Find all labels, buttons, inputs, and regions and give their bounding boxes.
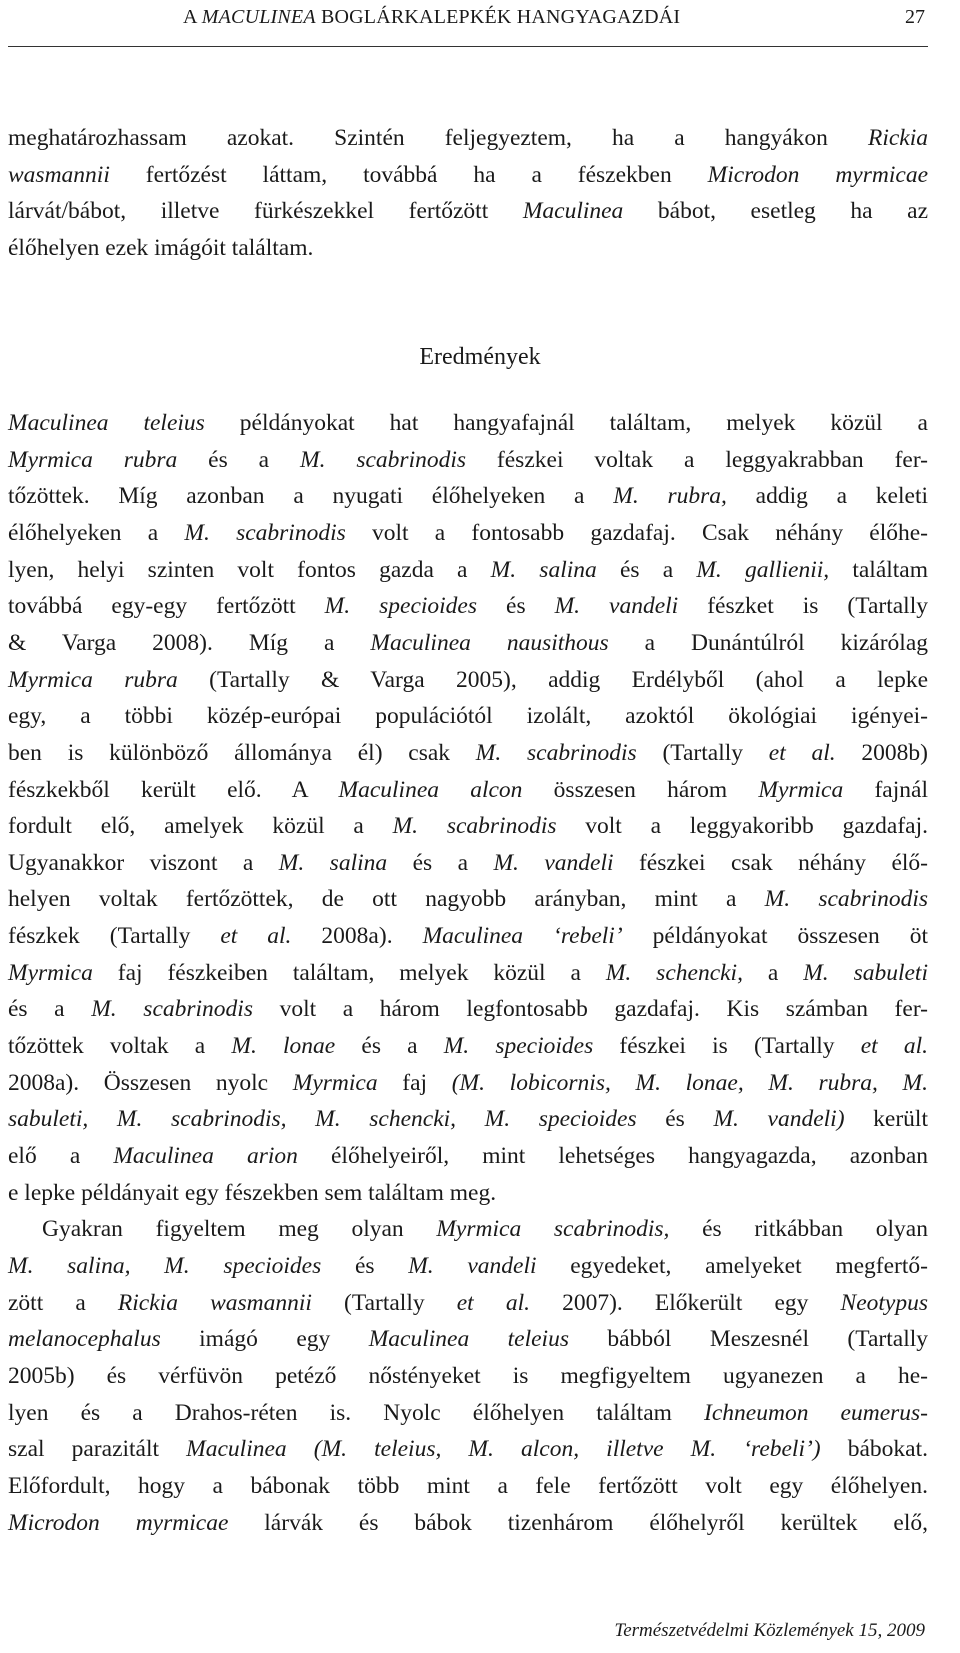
text-line [8, 194, 928, 228]
text-span: fészket is (Tartally [678, 593, 928, 620]
italic-text: Maculinea (M. teleius, M. alcon, illetve M. ‘rebeli’) [186, 1436, 821, 1463]
italic-text: et al. [860, 1033, 928, 1060]
text-line [8, 1102, 928, 1136]
text-span: példányokat összesen öt [622, 923, 928, 950]
text-span: összesen három [522, 776, 759, 803]
text-span: (Tartally [636, 739, 769, 766]
text-span: került [844, 1106, 928, 1133]
text-line [8, 1359, 928, 1393]
text-span: fészkek (Tartally [8, 923, 221, 950]
italic-text: sabuleti, M. scabrinodis, M. schencki, M. specioides [8, 1106, 637, 1133]
text-span: elő a [8, 1143, 114, 1169]
italic-text: M. scabrinodis [764, 886, 929, 913]
italic-text: M. vandeli [554, 593, 679, 620]
italic-text: M. scabrinodis [184, 519, 346, 546]
text-span: volt a fontosabb gazdafaj. Csak néhány élőhe- [345, 519, 929, 546]
text-line [8, 699, 928, 733]
italic-text: M. sabuleti [803, 959, 928, 986]
text-span: fordult elő, amelyek közül a [8, 813, 393, 840]
text-span: a Dunántúlról kizárólag [608, 629, 929, 656]
italic-text: M. schencki, [605, 959, 743, 986]
text-span: és a [8, 996, 92, 1023]
italic-text: M. vandeli) [713, 1106, 845, 1133]
section-heading: Eredmények [419, 344, 541, 370]
text-span: bábokat. [820, 1436, 929, 1463]
text-span: e lepke példányait egy fészekben sem találtam meg. [8, 1179, 497, 1206]
italic-text: M. salina [278, 849, 388, 876]
text-line [8, 919, 928, 953]
text-span: Gyakran figyeltem meg olyan [42, 1216, 437, 1243]
italic-text: M. vandeli [493, 849, 614, 876]
text-line [8, 121, 928, 155]
text-span: meghatározhassam azokat. Szintén feljegyeztem, ha a hangyákon [8, 125, 868, 151]
text-line [8, 1286, 928, 1320]
text-span: 2007). Előkerült egy [529, 1289, 841, 1316]
text-span: élőhelyeiről, mint lehetséges hangyagazda, azonban [297, 1143, 929, 1169]
text-line [8, 231, 928, 265]
text-line [8, 1029, 928, 1063]
italic-text: Maculinea teleius [8, 410, 205, 436]
text-span: fészkei voltak a leggyakrabban fer- [466, 446, 929, 473]
italic-text: M. salina, M. specioides [8, 1252, 322, 1279]
text-line [8, 1322, 928, 1356]
italic-text: Microdon myrmicae [8, 1509, 229, 1536]
text-span: 2008a). Összesen nyolc [8, 1069, 293, 1096]
text-span: és [636, 1106, 714, 1133]
italic-text: Myrmica [8, 959, 93, 986]
text-span: és a [177, 446, 300, 473]
text-span: és [477, 593, 555, 620]
italic-text: M. scabrinodis [91, 996, 253, 1023]
text-line [8, 1432, 928, 1466]
page-number: 27 [905, 6, 925, 28]
text-span: lárvák és bábok tizenhárom élőhelyről kerültek elő, [228, 1509, 928, 1536]
text-line [8, 443, 928, 477]
text-span: és a [596, 556, 697, 583]
italic-text: M. scabrinodis [392, 813, 557, 840]
italic-text: Ichneumon eumerus [704, 1399, 921, 1426]
text-span: bábból Meszesnél (Tartally [568, 1326, 928, 1353]
text-span: tőzöttek voltak a [8, 1033, 232, 1060]
text-span: (Tartally [311, 1289, 457, 1316]
text-line [8, 553, 928, 587]
text-span: fajnál [843, 776, 928, 803]
text-span: ben is különböző állománya él) csak [8, 739, 476, 766]
text-span: - [920, 1399, 928, 1426]
text-line [8, 882, 928, 916]
italic-text: wasmannii [8, 161, 110, 188]
italic-text: (M. lobicornis, M. lonae, M. rubra, M. [451, 1069, 929, 1096]
running-head-title-post: BOGLÁRKALEPKÉK HANGYAGAZDÁI [315, 6, 681, 28]
text-span: élőhelyeken a [8, 519, 185, 546]
italic-text: M. salina [490, 556, 597, 583]
text-span: fészkei csak néhány élő- [613, 849, 928, 876]
text-line [8, 626, 928, 660]
italic-text: M. scabrinodis [475, 739, 637, 766]
text-line [8, 992, 928, 1026]
text-span: fészkekből került elő. A [8, 776, 339, 803]
text-line [8, 406, 928, 440]
text-span: példányokat hat hangyafajnál találtam, melyek közül a [204, 410, 928, 436]
text-span: volt a leggyakoribb gazdafaj. [556, 813, 928, 840]
italic-text: Maculinea nausithous [370, 629, 609, 656]
text-line [8, 1066, 928, 1100]
text-span: tőzöttek. Míg azonban a nyugati élőhelyeken a [8, 483, 614, 510]
italic-text: et al. [456, 1289, 530, 1316]
text-line [8, 809, 928, 843]
running-head-title-italic: MACULINEA [201, 6, 316, 28]
italic-text: Rickia wasmannii [117, 1289, 312, 1316]
running-head [0, 0, 960, 40]
text-line [8, 1396, 928, 1430]
italic-text: Microdon myrmicae [707, 161, 928, 188]
italic-text: Myrmica [758, 776, 844, 803]
text-span: Előfordult, hogy a bábonak több mint a fele fertőzött volt egy élőhelyen. [8, 1472, 928, 1499]
text-span: és ritkábban olyan [669, 1216, 928, 1243]
text-line [8, 1139, 928, 1173]
italic-text: et al. [768, 739, 836, 766]
text-span: lyen és a Drahos-réten is. Nyolc élőhelyen találtam [8, 1399, 705, 1426]
text-line [8, 516, 928, 550]
text-line [8, 1249, 928, 1283]
text-line [8, 589, 928, 623]
journal-footer: Természetvédelmi Közlemények 15, 2009 [614, 1620, 925, 1641]
italic-text: Myrmica [292, 1069, 378, 1096]
text-line [8, 1176, 928, 1210]
italic-text: melanocephalus [8, 1326, 161, 1353]
running-head-title-pre: A [183, 6, 202, 28]
italic-text: M. gallienii, [696, 556, 830, 583]
text-span: faj fészkeiben találtam, melyek közül a [92, 959, 606, 986]
italic-text: M. specioides [324, 593, 478, 620]
text-span: egyedeket, amelyeket megfertő- [536, 1252, 928, 1279]
italic-text: Myrmica scabrinodis, [436, 1216, 670, 1243]
text-span: lárvát/bábot, illetve fürkészekkel fertőzött [8, 198, 523, 225]
text-span: és [321, 1252, 409, 1279]
text-span: a [742, 959, 804, 986]
italic-text: Maculinea arion [113, 1143, 298, 1169]
text-line [8, 773, 928, 807]
text-line [8, 846, 928, 880]
text-span: fészkei is (Tartally [593, 1033, 861, 1060]
text-span: bábot, esetleg ha az [623, 198, 929, 225]
text-line [8, 1469, 928, 1503]
text-line [8, 736, 928, 770]
text-span: szal parazitált [8, 1436, 187, 1463]
text-span: lyen, helyi szinten volt fontos gazda a [8, 556, 491, 583]
text-span: élőhelyen ezek imágóit találtam. [8, 235, 314, 262]
text-span: faj [377, 1069, 452, 1096]
text-line [8, 158, 928, 192]
text-span: imágó egy [160, 1326, 369, 1353]
italic-text: M. scabrinodis [300, 446, 467, 473]
italic-text: Myrmica rubra [8, 666, 178, 693]
text-span: addig a keleti [726, 483, 929, 510]
italic-text: Maculinea teleius [368, 1326, 569, 1353]
text-line [8, 1506, 928, 1540]
text-span: 2008b) [835, 739, 928, 766]
text-span: helyen voltak fertőzöttek, de ott nagyobb arányban, mint a [8, 886, 765, 913]
text-span: 2008a). [291, 923, 423, 950]
text-line [8, 479, 928, 513]
text-span: (Tartally & Varga 2005), addig Erdélyből (ahol a lepke [177, 666, 929, 693]
text-line [8, 663, 928, 697]
italic-text: et al. [220, 923, 292, 950]
text-span: 2005b) és vérfüvön petéző nőstényeket is megfigyeltem ugyanezen a he- [8, 1362, 928, 1389]
italic-text: Maculinea [522, 198, 624, 225]
italic-text: M. specioides [443, 1033, 594, 1060]
italic-text: M. lonae [231, 1033, 336, 1060]
text-span: & Varga 2008). Míg a [8, 629, 371, 656]
text-span: Ugyanakkor viszont a [8, 849, 279, 876]
running-head-title [183, 6, 680, 29]
text-span: továbbá egy-egy fertőzött [8, 593, 325, 620]
text-span: és a [335, 1033, 444, 1060]
italic-text: M. rubra, [613, 483, 727, 510]
text-line [8, 956, 928, 990]
text-span: találtam [829, 556, 929, 583]
italic-text: Rickia [867, 125, 928, 151]
italic-text: Maculinea alcon [338, 776, 523, 803]
text-span: egy, a többi közép-európai populációtól izolált, azoktól ökológiai igényei- [8, 703, 928, 730]
italic-text: M. vandeli [408, 1252, 537, 1279]
text-span: zött a [8, 1289, 118, 1316]
text-span: volt a három legfontosabb gazdafaj. Kis számban fer- [252, 996, 928, 1023]
italic-text: Maculinea ‘rebeli’ [422, 923, 623, 950]
text-span: fertőzést láttam, továbbá ha a fészekben [109, 161, 708, 188]
italic-text: Neotypus [840, 1289, 928, 1316]
text-span: és a [387, 849, 494, 876]
italic-text: Myrmica rubra [8, 446, 178, 473]
header-rule [8, 46, 928, 47]
text-line [8, 1212, 928, 1246]
